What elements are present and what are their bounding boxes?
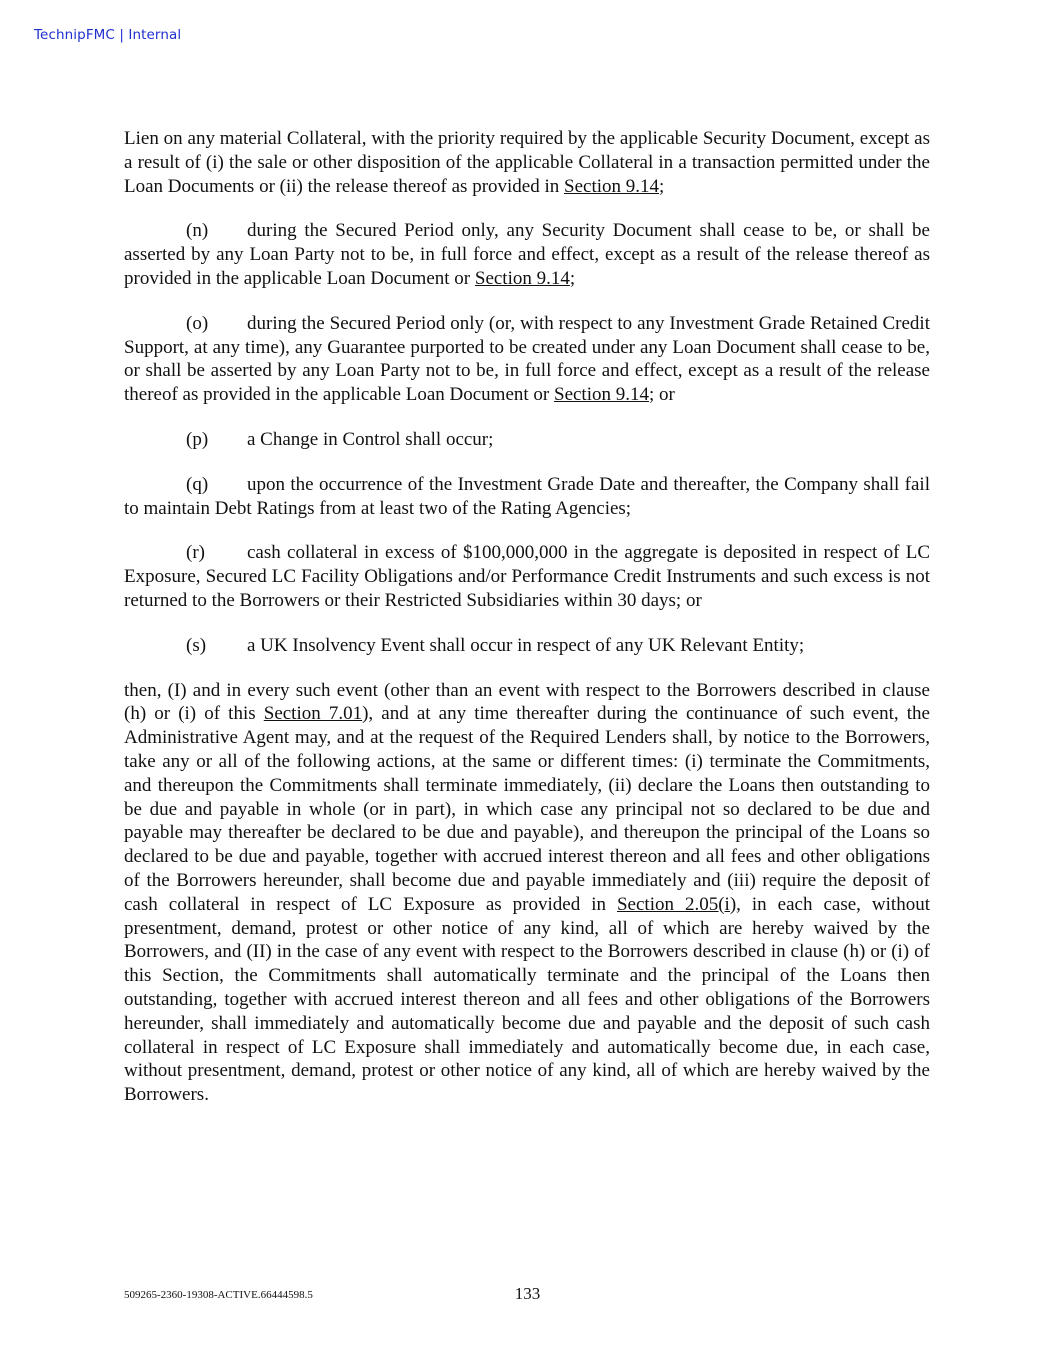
- clause-r-text: cash collateral in excess of $100,000,000 in the aggregate is deposited in respect of LC Exposure, Secured LC Facility Obligations and/or Performance Credit Instruments and such excess is not returned to the Borrowers or their Restricted Subsidiaries within 30 days; or: [124, 542, 930, 611]
- clause-q-label: (q): [186, 473, 209, 495]
- intro-text-2: ;: [659, 175, 665, 197]
- clause-o-text-1: during the Secured Period only (or, with respect to any Investment Grade Retained Credit Support, at any time), any Guarantee purported to be created under any Loan Document shall cease to be, or shall be asserted by any Loan Party not to be, in full force and effect, except as a result of the release thereof as provided in the applicable Loan Document or: [124, 312, 930, 406]
- remedies-paragraph: [124, 679, 930, 1107]
- clause-p-label: (p): [186, 428, 209, 450]
- clause-r: [124, 541, 930, 612]
- clause-n-text-2: ;: [569, 267, 576, 289]
- clause-o: [124, 312, 930, 407]
- clause-s: [124, 634, 930, 658]
- classification-label: TechnipFMC | Internal: [34, 27, 182, 43]
- clause-r-label: (r): [186, 542, 205, 564]
- section-reference: Section 7.01: [263, 703, 363, 725]
- clause-n-text-1: during the Secured Period only, any Security Document shall cease to be, or shall be asserted by any Loan Party not to be, in full force and effect, except as a result of the release thereof as provided in the applicable Loan Document or: [124, 220, 930, 289]
- document-id: 509265-2360-19308-ACTIVE.66444598.5: [124, 1289, 313, 1301]
- remedies-text-1: then, (I) and in every such event (other than an event with respect to the Borrowers described in clause (h) or (i) of this: [124, 679, 930, 725]
- clause-p-text: a Change in Control shall occur;: [247, 428, 494, 450]
- remedies-text-3: , in each case, without presentment, demand, protest or other notice of any kind, all of which are hereby waived by the Borrowers, and (II) in the case of any event with respect to the Borrowers described in clause (h) or (i) of this Section, the Commitments shall automatically terminate and the principal of the Loans then outstanding, together with accrued interest thereon and all fees and other obligations of the Borrowers hereunder, shall immediately and automatically become due and payable and the deposit of such cash collateral in respect of LC Exposure shall immediately and automatically become due, in each case, without presentment, demand, protest or other notice of any kind, all of which are hereby waived by the Borrowers.: [124, 893, 930, 1106]
- section-reference: Section 9.14: [564, 175, 660, 197]
- clause-p: [124, 428, 930, 452]
- document-body: [124, 127, 930, 1107]
- intro-text-1: Lien on any material Collateral, with the priority required by the applicable Security Document, except as a result of (i) the sale or other disposition of the applicable Collateral in a transaction permitted under the Loan Documents or (ii) the release thereof as provided in: [124, 128, 930, 197]
- clause-n: [124, 219, 930, 290]
- clause-s-label: (s): [186, 634, 207, 656]
- section-reference: Section 2.05(i): [616, 893, 737, 915]
- section-reference: Section 9.14: [474, 267, 570, 289]
- section-reference: Section 9.14: [554, 384, 649, 406]
- intro-paragraph: [124, 127, 930, 198]
- remedies-text-2: ), and at any time thereafter during the continuance of such event, the Administrative Agent may, and at the request of the Required Lenders shall, by notice to the Borrowers, take any or all of the following actions, at the same or different times: (i) terminate the Commitments, and thereupon the Commitments shall terminate immediately, (ii) declare the Loans then outstanding to be due and payable in whole (or in part), in which case any principal not so declared to be due and payable may thereafter be declared to be due and payable), and thereupon the principal of the Loans so declared to be due and payable, together with accrued interest thereon and all fees and other obligations of the Borrowers hereunder, shall become due and payable immediately and (iii) require the deposit of cash collateral in respect of LC Exposure as provided in: [124, 703, 930, 915]
- clause-n-label: (n): [186, 220, 209, 242]
- clause-o-text-2: ; or: [649, 384, 675, 406]
- clause-s-text: a UK Insolvency Event shall occur in respect of any UK Relevant Entity;: [247, 634, 805, 656]
- clause-q-text: upon the occurrence of the Investment Grade Date and thereafter, the Company shall fail to maintain Debt Ratings from at least two of the Rating Agencies;: [124, 473, 930, 519]
- clause-q: [124, 473, 930, 521]
- clause-o-label: (o): [186, 312, 209, 334]
- page-number: 133: [514, 1284, 541, 1303]
